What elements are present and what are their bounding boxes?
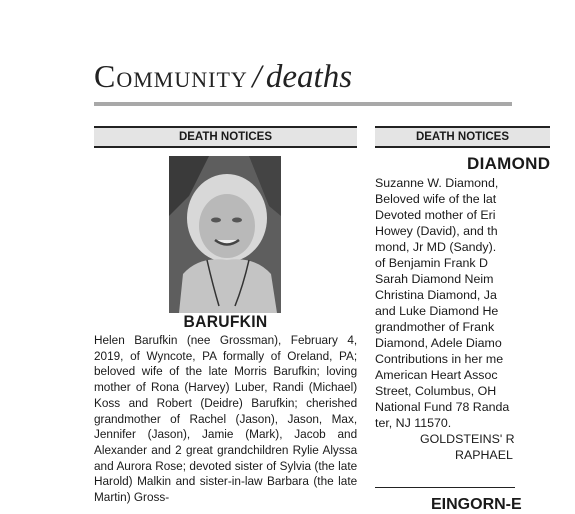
text-line: mond, Jr MD (Sandy). — [375, 240, 497, 254]
text-line: and Luke Diamond He — [375, 304, 499, 318]
text-line: of Benjamin Frank D — [375, 256, 488, 270]
text-line: Beloved wife of the lat — [375, 192, 497, 206]
portrait-image — [169, 156, 281, 313]
section-header — [94, 58, 514, 102]
text-line: American Heart Assoc — [375, 368, 498, 382]
section-title: Community — [94, 58, 248, 94]
obituary-text-right — [375, 175, 575, 463]
text-line: Devoted mother of Eri — [375, 208, 496, 222]
text-line: grandmother of Frank — [375, 320, 495, 334]
header-rule — [94, 102, 512, 106]
text-line: Street, Columbus, OH — [375, 384, 497, 398]
obituary-text: Helen Barufkin (nee Grossman), February 4, 2019, of Wyncote, PA formally of Oreland, PA; beloved wife of the late Morris Barufkin; loving mother of Rona (Harvey) Luber, Randi (Michael) Koss and Robert (Deidre) Barufkin; cherished grandmother of Rachel (Jason), Jason, Max, Jennifer (Jason), Jamie (Mark), Jacob and Alexander and 2 great grandchildren Rylie Alyssa and Aurora Rose; devoted sister of Sylvia (the late Harold) Malkin and sister-in-law Barbara (the late Martin) Gross- — [94, 333, 358, 505]
text-line: ter, NJ 11570. — [375, 416, 452, 430]
notice-divider — [375, 487, 515, 488]
next-obituary-name: EINGORN-E — [431, 496, 522, 513]
death-notices-column-right — [375, 126, 551, 513]
text-line: National Fund 78 Randa — [375, 400, 510, 414]
text-line: Christina Diamond, Ja — [375, 288, 497, 302]
obituary-name-right: DIAMOND — [467, 154, 551, 173]
section-subtitle: deaths — [265, 59, 353, 95]
obituary-photo — [169, 156, 281, 313]
text-line: Diamond, Adele Diamo — [375, 336, 502, 350]
section-separator: / — [252, 59, 262, 95]
text-line: Contributions in her me — [375, 352, 504, 366]
death-notices-column-left — [94, 126, 357, 512]
obituary-name: BARUFKIN — [183, 312, 268, 331]
column-heading: DEATH NOTICES — [94, 126, 357, 148]
text-line: Howey (David), and th — [375, 224, 498, 238]
column-heading-right: DEATH NOTICES — [375, 126, 550, 148]
text-line: Sarah Diamond Neim — [375, 272, 494, 286]
funeral-home-name: GOLDSTEINS' R — [420, 432, 515, 446]
text-line: Suzanne W. Diamond, — [375, 176, 499, 190]
funeral-home-name: RAPHAEL — [455, 448, 513, 462]
